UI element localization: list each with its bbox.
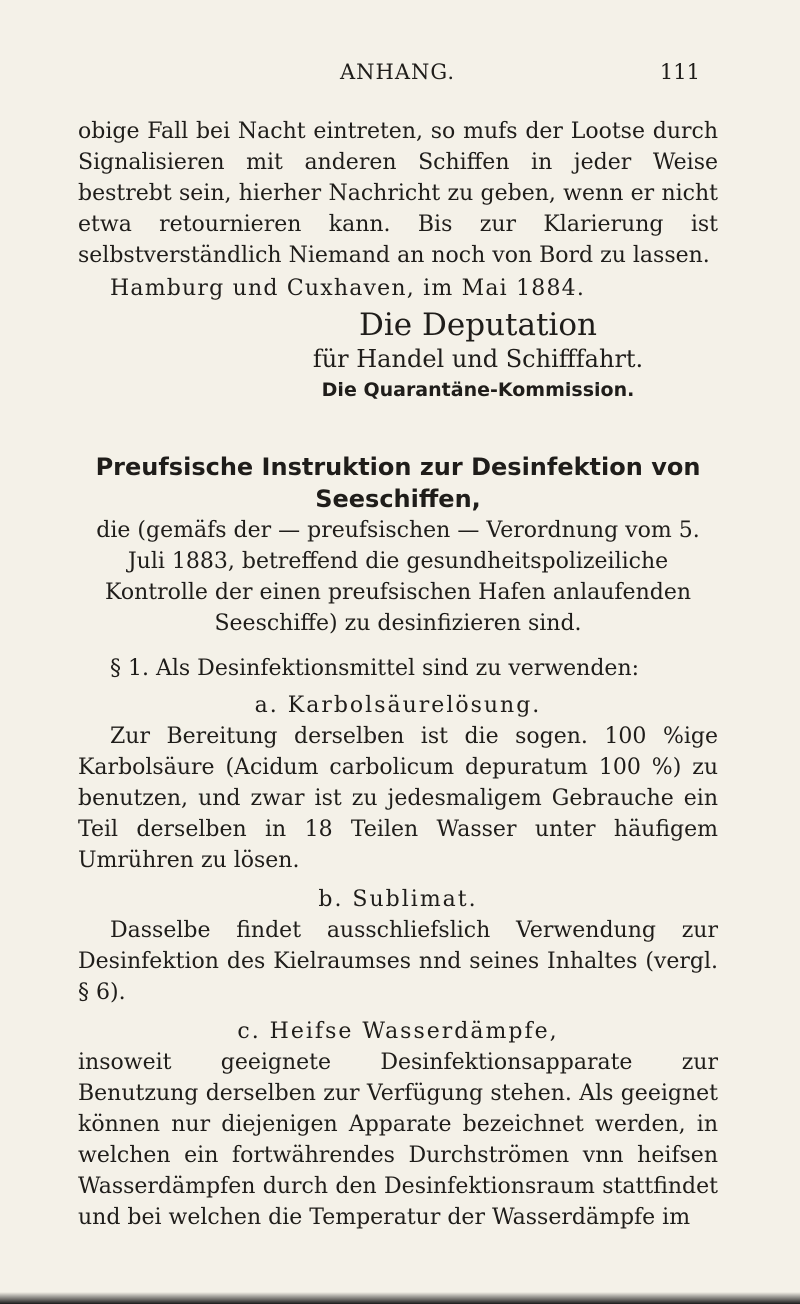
text-b: Dasselbe findet ausschliefslich Verwendung zur Desinfektion des Kielraumses nnd seines Inhaltes (vergl. § 6). bbox=[78, 918, 718, 1005]
signature-block bbox=[78, 306, 718, 405]
page-number: 111 bbox=[659, 60, 700, 84]
text-c: insoweit geeignete Desinfektionsapparate zur Benutzung derselben zur Verfügung stehen. Als geeignet können nur diejenigen Apparate bezeichnet werden, in welchen ein fortwährendes Durchströmen vnn heifsen Wasserdämpfen durch den Desinfektionsraum stattfindet und bei welchen die Temperatur der Wasserdämpfe im bbox=[78, 1050, 718, 1230]
signature-deputation: Die Deputation bbox=[359, 307, 597, 343]
signature-quarantine-commission: Die Quarantäne-Kommission. bbox=[321, 379, 635, 401]
text-a: Zur Bereitung derselben ist die sogen. 100 %ige Karbolsäure (Acidum carbolicum depuratum 100 %) zu benutzen, und zwar ist zu jedesmaligem Gebrauche ein Teil derselben in 18 Teilen Wasser unter häufigem Umrühren zu lösen. bbox=[78, 724, 718, 873]
page-body bbox=[78, 116, 718, 1233]
heading-a: a. Karbolsäurelösung. bbox=[254, 693, 542, 718]
section-1-intro: § 1. Als Desinfektionsmittel sind zu verwenden: bbox=[110, 656, 640, 681]
place-date-line: Hamburg und Cuxhaven, im Mai 1884. bbox=[110, 276, 586, 301]
section-title: Preufsische Instruktion zur Desinfektion von Seeschiffen, bbox=[95, 453, 701, 513]
running-title: ANHANG. bbox=[340, 60, 456, 84]
signature-trade-shipping: für Handel und Schifffahrt. bbox=[312, 345, 644, 373]
heading-b: b. Sublimat. bbox=[318, 887, 478, 912]
document-page bbox=[78, 58, 718, 1288]
opening-paragraph: obige Fall bei Nacht eintreten, so mufs der Lootse durch Signalisieren mit anderen Schiffen in jeder Weise bestrebt sein, hierher Nachricht zu geben, wenn er nicht etwa retournieren kann. Bis zur Klarierung ist selbstverständlich Niemand an noch von Bord zu lassen. bbox=[78, 119, 718, 268]
section-subtitle: die (gemäfs der — preufsischen — Verordnung vom 5. Juli 1883, betreffend die gesundheitspolizeiliche Kontrolle der einen preufsischen Hafen anlaufenden Seeschiffe) zu desinfizieren sind. bbox=[96, 518, 700, 636]
page-bottom-edge bbox=[0, 1292, 800, 1304]
heading-c: c. Heifse Wasserdämpfe, bbox=[237, 1019, 559, 1044]
running-header bbox=[78, 58, 718, 94]
